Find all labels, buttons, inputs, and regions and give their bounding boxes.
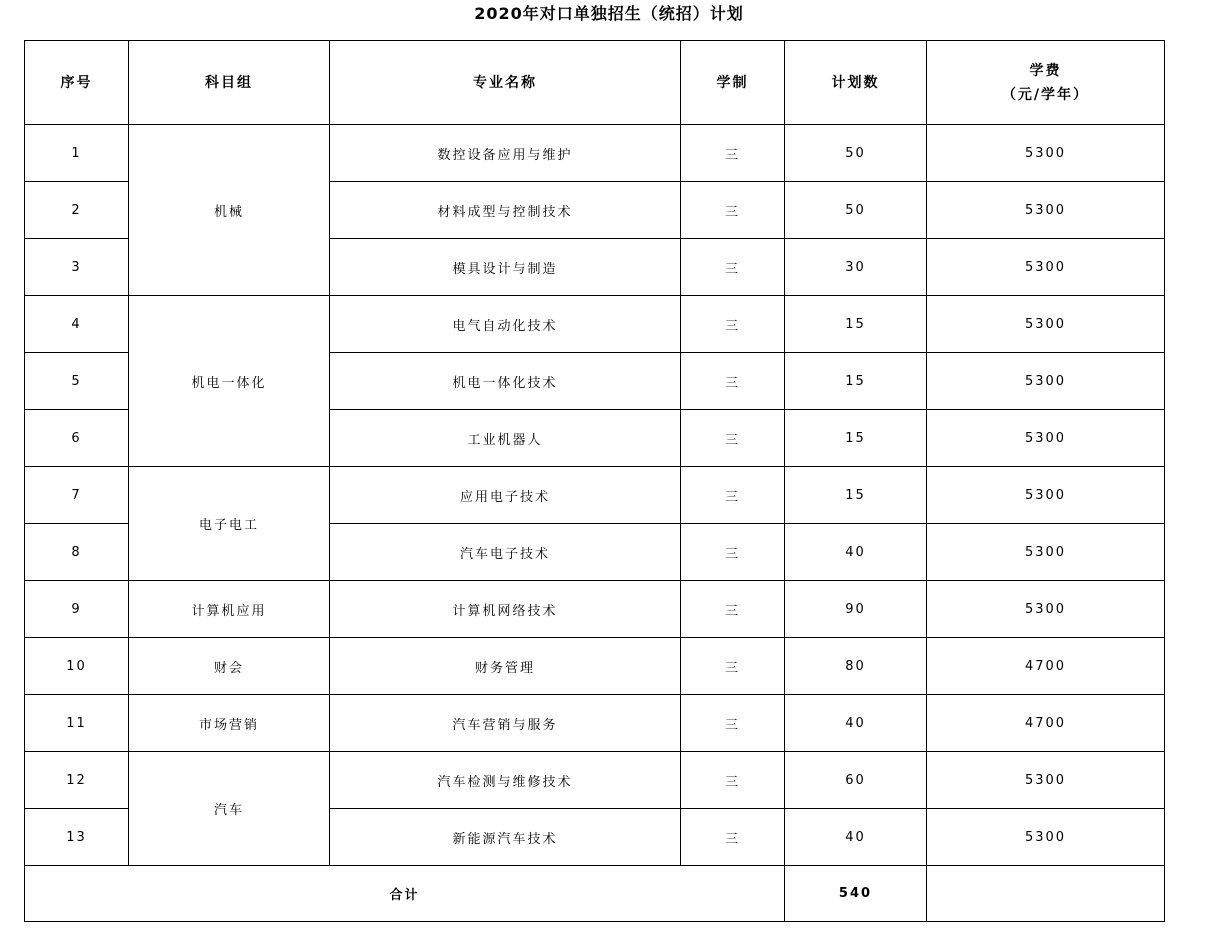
cell-seq: 7 xyxy=(25,467,129,524)
cell-fee: 5300 xyxy=(927,239,1165,296)
total-row xyxy=(25,866,1165,922)
cell-major: 汽车电子技术 xyxy=(330,524,681,581)
table-row xyxy=(25,467,1165,524)
cell-duration: 三 xyxy=(681,239,785,296)
cell-seq: 8 xyxy=(25,524,129,581)
cell-seq: 2 xyxy=(25,182,129,239)
cell-seq: 10 xyxy=(25,638,129,695)
cell-seq: 3 xyxy=(25,239,129,296)
cell-seq: 4 xyxy=(25,296,129,353)
cell-plan: 40 xyxy=(785,695,927,752)
cell-plan: 50 xyxy=(785,125,927,182)
cell-plan: 15 xyxy=(785,353,927,410)
total-plan: 540 xyxy=(785,866,927,922)
cell-plan: 80 xyxy=(785,638,927,695)
cell-duration: 三 xyxy=(681,353,785,410)
header-group: 科目组 xyxy=(129,41,330,125)
cell-duration: 三 xyxy=(681,638,785,695)
cell-seq: 11 xyxy=(25,695,129,752)
header-fee-line1: 学费 xyxy=(1029,62,1062,79)
cell-plan: 90 xyxy=(785,581,927,638)
cell-group: 电子电工 xyxy=(129,467,330,581)
cell-fee: 5300 xyxy=(927,752,1165,809)
cell-fee: 5300 xyxy=(927,467,1165,524)
cell-plan: 40 xyxy=(785,524,927,581)
cell-seq: 12 xyxy=(25,752,129,809)
cell-duration: 三 xyxy=(681,296,785,353)
cell-fee: 5300 xyxy=(927,524,1165,581)
header-duration: 学制 xyxy=(681,41,785,125)
table-row xyxy=(25,752,1165,809)
cell-fee: 5300 xyxy=(927,353,1165,410)
cell-fee: 5300 xyxy=(927,410,1165,467)
cell-duration: 三 xyxy=(681,125,785,182)
table-row xyxy=(25,296,1165,353)
cell-major: 应用电子技术 xyxy=(330,467,681,524)
cell-seq: 5 xyxy=(25,353,129,410)
cell-seq: 1 xyxy=(25,125,129,182)
cell-group: 汽车 xyxy=(129,752,330,866)
cell-plan: 15 xyxy=(785,410,927,467)
cell-group: 计算机应用 xyxy=(129,581,330,638)
cell-fee: 5300 xyxy=(927,296,1165,353)
cell-duration: 三 xyxy=(681,752,785,809)
cell-major: 工业机器人 xyxy=(330,410,681,467)
cell-plan: 15 xyxy=(785,296,927,353)
table-row xyxy=(25,125,1165,182)
header-seq: 序号 xyxy=(25,41,129,125)
cell-major: 新能源汽车技术 xyxy=(330,809,681,866)
cell-fee: 5300 xyxy=(927,581,1165,638)
cell-major: 材料成型与控制技术 xyxy=(330,182,681,239)
cell-major: 汽车检测与维修技术 xyxy=(330,752,681,809)
cell-plan: 50 xyxy=(785,182,927,239)
page-title: 2020年对口单独招生（统招）计划 xyxy=(474,4,744,23)
cell-seq: 13 xyxy=(25,809,129,866)
table-row xyxy=(25,695,1165,752)
total-fee-empty xyxy=(927,866,1165,922)
cell-duration: 三 xyxy=(681,581,785,638)
cell-group: 市场营销 xyxy=(129,695,330,752)
header-major: 专业名称 xyxy=(330,41,681,125)
cell-plan: 15 xyxy=(785,467,927,524)
cell-major: 模具设计与制造 xyxy=(330,239,681,296)
cell-seq: 6 xyxy=(25,410,129,467)
enrollment-plan-table xyxy=(24,40,1165,922)
cell-duration: 三 xyxy=(681,182,785,239)
cell-group: 财会 xyxy=(129,638,330,695)
cell-plan: 40 xyxy=(785,809,927,866)
cell-seq: 9 xyxy=(25,581,129,638)
cell-major: 数控设备应用与维护 xyxy=(330,125,681,182)
table-header-row xyxy=(25,41,1165,125)
header-plan: 计划数 xyxy=(785,41,927,125)
total-label: 合计 xyxy=(25,866,785,922)
table-row xyxy=(25,581,1165,638)
cell-plan: 30 xyxy=(785,239,927,296)
cell-plan: 60 xyxy=(785,752,927,809)
cell-major: 机电一体化技术 xyxy=(330,353,681,410)
cell-major: 电气自动化技术 xyxy=(330,296,681,353)
header-fee-line2: （元/学年） xyxy=(1001,86,1090,103)
cell-duration: 三 xyxy=(681,524,785,581)
header-fee xyxy=(927,41,1165,125)
cell-duration: 三 xyxy=(681,809,785,866)
cell-fee: 5300 xyxy=(927,182,1165,239)
cell-group: 机械 xyxy=(129,125,330,296)
cell-duration: 三 xyxy=(681,467,785,524)
cell-duration: 三 xyxy=(681,410,785,467)
cell-fee: 5300 xyxy=(927,809,1165,866)
cell-fee: 4700 xyxy=(927,638,1165,695)
cell-major: 财务管理 xyxy=(330,638,681,695)
cell-duration: 三 xyxy=(681,695,785,752)
cell-fee: 4700 xyxy=(927,695,1165,752)
cell-major: 计算机网络技术 xyxy=(330,581,681,638)
cell-major: 汽车营销与服务 xyxy=(330,695,681,752)
cell-fee: 5300 xyxy=(927,125,1165,182)
table-row xyxy=(25,638,1165,695)
cell-group: 机电一体化 xyxy=(129,296,330,467)
